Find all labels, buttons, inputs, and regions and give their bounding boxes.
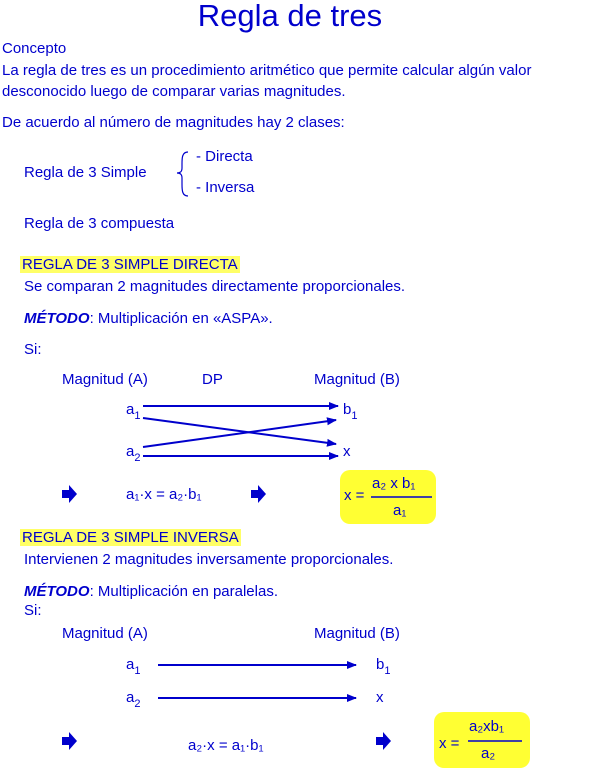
inversa-option: - Inversa — [196, 179, 255, 196]
inversa-a1: $a_1$ — [126, 656, 141, 677]
directa-a2: $a_2$ — [126, 443, 141, 464]
directa-description: Se comparan 2 magnitudes directamente proporcionales. — [24, 278, 406, 295]
inversa-b1: $b_1$ — [376, 656, 391, 677]
concepto-line-1: La regla de tres es un procedimiento aritmético que permite calcular algún valor — [2, 62, 532, 79]
metodo-label: MÉTODO — [24, 583, 90, 600]
metodo-text: : Multiplicación en paralelas. — [89, 583, 278, 600]
inversa-col-b: Magnitud (B) — [314, 625, 400, 642]
inversa-si: Si: — [24, 602, 42, 619]
arrow-a1-x — [143, 418, 336, 444]
inversa-x: x — [376, 689, 384, 706]
bullet-arrow-icon — [62, 485, 77, 503]
directa-equation: a₁·x = a₂·b₁ — [126, 486, 202, 503]
directa-si: Si: — [24, 341, 42, 358]
page-title: Regla de tres — [197, 0, 383, 33]
metodo-text: : Multiplicación en «ASPA». — [89, 310, 273, 327]
directa-relation: DP — [202, 371, 223, 388]
directa-result-numerator: a₂ x b₁ — [372, 475, 416, 492]
inversa-a2: $a_2$ — [126, 689, 141, 710]
concepto-heading: Concepto — [2, 40, 67, 57]
directa-col-a: Magnitud (A) — [62, 371, 148, 388]
inversa-description: Intervienen 2 magnitudes inversamente proporcionales. — [24, 551, 394, 568]
directa-a1: $a_1$ — [126, 401, 141, 422]
directa-col-b: Magnitud (B) — [314, 371, 400, 388]
regla-compuesta-label: Regla de 3 compuesta — [24, 215, 175, 232]
concepto-line-2: desconocido luego de comparar varias magnitudes. — [2, 83, 346, 100]
inversa-heading: REGLA DE 3 SIMPLE INVERSA — [22, 529, 239, 546]
inversa-col-a: Magnitud (A) — [62, 625, 148, 642]
brace-icon — [177, 152, 188, 196]
directa-b1: $b_1$ — [343, 401, 358, 422]
directa-option: - Directa — [196, 148, 253, 165]
inversa-result-lhs: x = — [439, 735, 460, 752]
bullet-arrow-icon — [376, 732, 391, 750]
arrow-a2-b1 — [143, 420, 336, 447]
bullet-arrow-icon — [62, 732, 77, 750]
directa-heading: REGLA DE 3 SIMPLE DIRECTA — [22, 256, 238, 273]
inversa-result-numerator: a₂xb₁ — [469, 718, 505, 735]
bullet-arrow-icon — [251, 485, 266, 503]
inversa-equation: a₂·x = a₁·b₁ — [188, 737, 264, 754]
directa-x: x — [343, 443, 351, 460]
metodo-label: MÉTODO — [24, 310, 90, 327]
clases-intro: De acuerdo al número de magnitudes hay 2 clases: — [2, 114, 345, 131]
inversa-result-denominator: a₂ — [481, 745, 496, 762]
directa-result-lhs: x = — [344, 487, 365, 504]
directa-result-denominator: a₁ — [393, 502, 407, 519]
regla-simple-label: Regla de 3 Simple — [24, 164, 147, 181]
